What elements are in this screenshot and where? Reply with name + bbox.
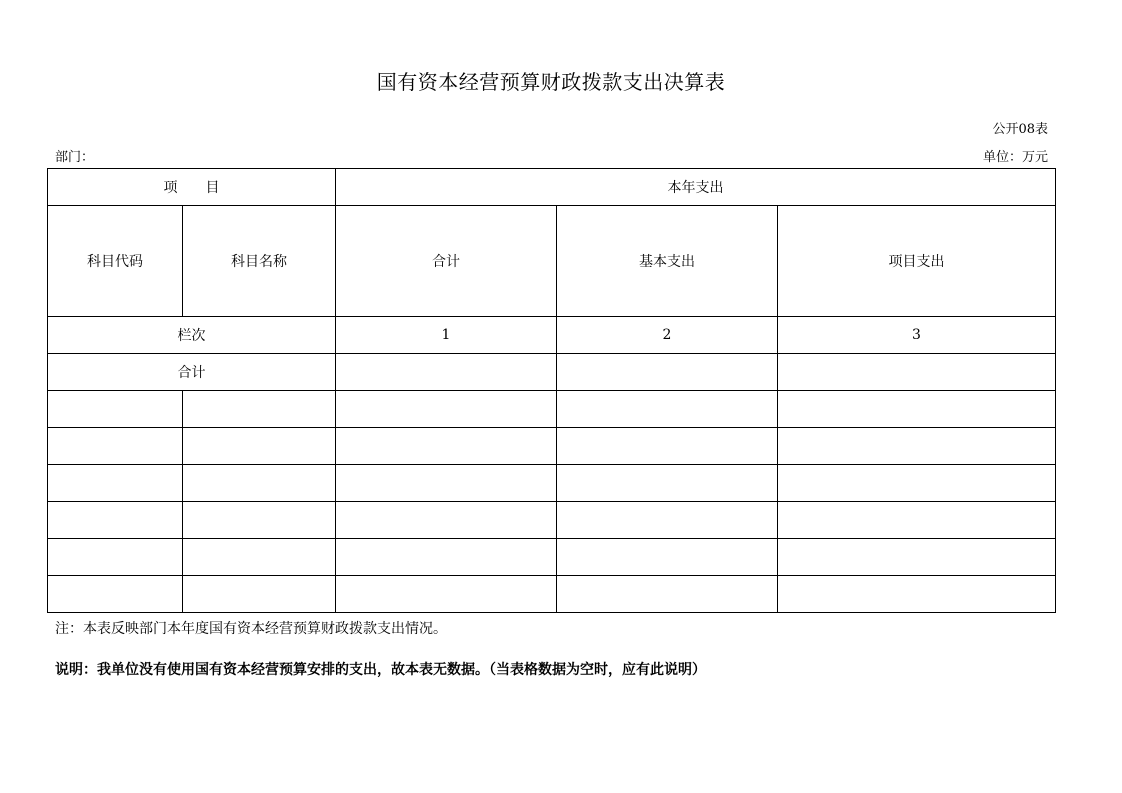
table-cell xyxy=(557,576,778,613)
table-cell xyxy=(183,576,336,613)
column-number-3: 3 xyxy=(778,317,1056,354)
table-header-row xyxy=(48,169,1056,206)
total-row-basic-cell xyxy=(557,354,778,391)
budget-table xyxy=(47,168,1056,613)
total-row-project-cell xyxy=(778,354,1056,391)
column-number-row xyxy=(48,317,1056,354)
form-code: 公开08表 xyxy=(992,122,1048,137)
table-cell xyxy=(183,428,336,465)
table-row xyxy=(48,576,1056,613)
table-cell xyxy=(557,502,778,539)
table-row xyxy=(48,465,1056,502)
table-cell xyxy=(336,391,557,428)
table-cell xyxy=(557,465,778,502)
column-number-2: 2 xyxy=(557,317,778,354)
table-cell xyxy=(557,539,778,576)
table-cell xyxy=(336,576,557,613)
table-cell xyxy=(48,465,183,502)
table-cell xyxy=(778,465,1056,502)
table-cell xyxy=(336,428,557,465)
col-project-expense: 项目支出 xyxy=(778,206,1056,317)
table-row xyxy=(48,539,1056,576)
total-row xyxy=(48,354,1056,391)
table-cell xyxy=(183,391,336,428)
table-cell xyxy=(778,502,1056,539)
table-cell xyxy=(48,502,183,539)
column-number-label: 栏次 xyxy=(48,317,336,354)
header-item: 项 目 xyxy=(48,169,336,206)
table-cell xyxy=(336,465,557,502)
table-note: 注：本表反映部门本年度国有资本经营预算财政拨款支出情况。 xyxy=(55,621,447,637)
table-cell xyxy=(183,465,336,502)
table-cell xyxy=(48,428,183,465)
table-row xyxy=(48,428,1056,465)
department-label: 部门： xyxy=(55,150,95,165)
total-row-total-cell xyxy=(336,354,557,391)
table-cell xyxy=(183,502,336,539)
table-cell xyxy=(336,539,557,576)
table-cell xyxy=(336,502,557,539)
table-cell xyxy=(48,391,183,428)
table-subheader-row xyxy=(48,206,1056,317)
table-cell xyxy=(778,428,1056,465)
unit-label: 单位：万元 xyxy=(982,150,1048,165)
col-subject-code: 科目代码 xyxy=(48,206,183,317)
col-subject-name: 科目名称 xyxy=(183,206,336,317)
table-cell xyxy=(778,576,1056,613)
table-row xyxy=(48,502,1056,539)
table-cell xyxy=(183,539,336,576)
col-total: 合计 xyxy=(336,206,557,317)
no-data-statement: 说明：我单位没有使用国有资本经营预算安排的支出，故本表无数据。（当表格数据为空时，应有此说明） xyxy=(55,662,706,678)
table-row xyxy=(48,391,1056,428)
table-cell xyxy=(557,391,778,428)
table-cell xyxy=(557,428,778,465)
total-row-label: 合计 xyxy=(48,354,336,391)
column-number-1: 1 xyxy=(336,317,557,354)
table-cell xyxy=(48,576,183,613)
header-current-year-expense: 本年支出 xyxy=(336,169,1056,206)
table-cell xyxy=(48,539,183,576)
col-basic-expense: 基本支出 xyxy=(557,206,778,317)
table-cell xyxy=(778,391,1056,428)
page-title: 国有资本经营预算财政拨款支出决算表 xyxy=(376,70,726,94)
table-cell xyxy=(778,539,1056,576)
